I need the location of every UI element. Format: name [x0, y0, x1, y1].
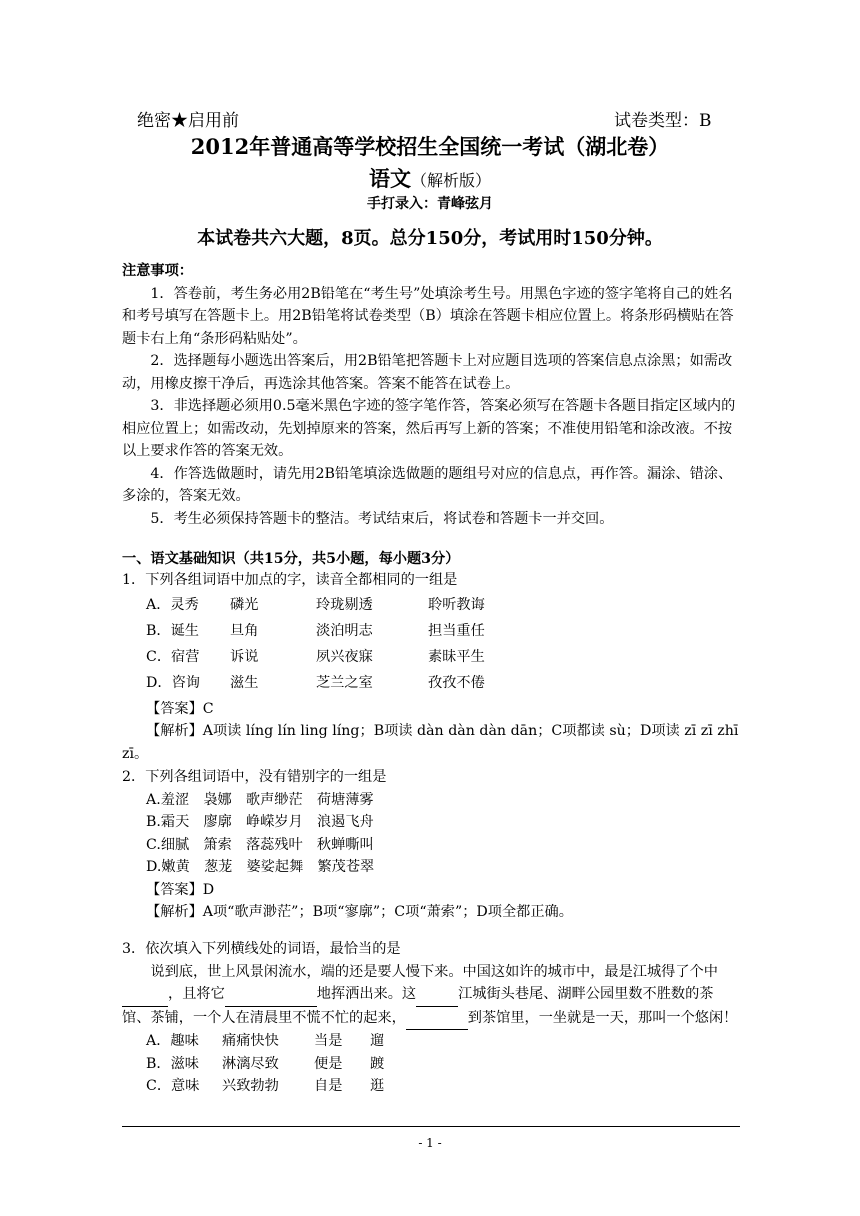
- q3-passage-text: 说到底，世上风景闲流水，端的还是要人慢下来。中国这如许的城市中，最是江城得了个中: [150, 963, 718, 980]
- option-word: 担当重任: [428, 622, 485, 639]
- option-word: 逛: [370, 1078, 385, 1094]
- option-word: C．意味: [146, 1078, 200, 1094]
- option-word: 痛痛快快: [222, 1033, 279, 1049]
- notice-heading: 注意事项：: [122, 263, 193, 279]
- q3-passage-text: 地挥洒出来。这: [316, 986, 417, 1002]
- q2-option: A.羞涩 袅娜 歌声缈茫 荷塘薄雾: [146, 791, 374, 808]
- fill-blank: [122, 983, 168, 1007]
- notice-item: 1．答卷前，考生务必用2B铅笔在“考生号”处填涂考生号。用黑色字迹的签字笔将自己的姓名和考号填写在答题卡上。用2B铅笔将试卷类型（B）填涂在答题卡相应位置上。将条形码横贴在答题卡右上角“条形码粘贴处”。: [122, 285, 734, 347]
- q3-options: [146, 1030, 384, 1098]
- q3-passage-text: ，且将它: [168, 986, 225, 1002]
- q1-analysis: 【解析】A项读 líng lín ling líng；B项读 dàn dàn dàn dān；C项都读 sù；D项读 zī zī zhī zī。: [122, 723, 739, 762]
- option-word: 当是: [314, 1033, 343, 1049]
- page-number: - 1 -: [418, 1136, 442, 1150]
- q2-stem: 2．下列各组词语中，没有错别字的一组是: [122, 769, 387, 785]
- notice-item: 2．选择题每小题选出答案后，用2B铅笔把答题卡上对应题目选项的答案信息点涂黑；如需改动，用橡皮擦干净后，再选涂其他答案。答案不能答在试卷上。: [122, 353, 733, 392]
- q3-passage-text: 到茶馆里，一坐就是一天，那叫一个悠闲！: [467, 1009, 738, 1026]
- q3-option-b: [146, 1053, 384, 1076]
- q1-option-a: [146, 594, 485, 620]
- question-1: [122, 569, 740, 765]
- option-word: 便是: [314, 1055, 343, 1072]
- paper-type: 试卷类型：B: [614, 111, 712, 131]
- notice-item: 3．非选择题必须用0.5毫米黑色字迹的签字笔作答，答案必须写在答题卡各题目指定区域内的相应位置上；如需改动，先划掉原来的答案，然后再写上新的答案；不准使用铅笔和涂改液。不按以上要求作答的答案无效。: [122, 398, 736, 459]
- option-word: 淋漓尽致: [222, 1055, 279, 1072]
- option-word: 素昧平生: [428, 648, 485, 665]
- option-word: B．滋味: [146, 1055, 199, 1072]
- option-word: 诉说: [230, 648, 259, 665]
- option-word: A．趣味: [146, 1033, 199, 1049]
- section-heading: [122, 549, 740, 569]
- q2-option: C.细腻 箫索 落蕊残叶 秋蝉嘶叫: [146, 836, 374, 853]
- q1-option-b: [146, 620, 485, 646]
- subject-title: [0, 163, 860, 193]
- q1-option-c: [146, 646, 485, 672]
- option-word: 自是: [314, 1078, 343, 1094]
- q2-answer: 【答案】D: [146, 881, 215, 898]
- subject-name: 语文: [368, 166, 411, 191]
- secret-label: 绝密★启用前: [137, 111, 239, 131]
- option-word: B．诞生: [146, 622, 199, 639]
- question-3: [122, 938, 740, 1098]
- q2-analysis: 【解析】A项“歌声渺茫”；B项“寥廓”；C项“萧索”；D项全都正确。: [146, 904, 573, 920]
- typist-credit: 手打录入：青峰弦月: [367, 196, 493, 212]
- option-word: 遛: [370, 1033, 385, 1049]
- question-2: [122, 766, 740, 924]
- q3-passage: [122, 961, 740, 1031]
- section1-heading: 一、语文基础知识（共15分，共5小题，每小题3分）: [122, 551, 460, 567]
- notice-section: [122, 260, 740, 530]
- q2-option: B.霜天 廖廓 峥嵘岁月 浪遏飞舟: [146, 814, 374, 830]
- q1-stem: 1．下列各组词语中加点的字，读音全都相同的一组是: [122, 572, 458, 588]
- q1-options: [146, 594, 485, 698]
- option-word: 淡泊明志: [316, 622, 373, 639]
- notice-item: 4．作答选做题时，请先用2B铅笔填涂选做题的题组号对应的信息点，再作答。漏涂、错涂、多涂的，答案无效。: [122, 465, 733, 504]
- exam-title: 2012年普通高等学校招生全国统一考试（湖北卷）: [190, 134, 670, 159]
- exam-summary: 本试卷共六大题，8页。总分150分，考试用时150分钟。: [197, 228, 663, 249]
- option-word: 夙兴夜寐: [316, 648, 373, 665]
- option-word: C．宿营: [146, 648, 200, 665]
- q3-passage-text: 江城街头巷尾、湖畔公园里数不胜数的茶馆、茶铺，一个人在清晨里不慌不忙的起来，: [122, 986, 714, 1026]
- option-word: D．咨询: [146, 674, 200, 691]
- q1-option-d: [146, 672, 485, 698]
- option-word: 聆听教诲: [428, 596, 485, 613]
- q1-answer: 【答案】C: [146, 700, 214, 717]
- fill-blank: [406, 1007, 468, 1031]
- q3-option-c: [146, 1075, 384, 1098]
- q3-stem: 3．依次填入下列横线处的词语，最恰当的是: [122, 941, 401, 957]
- q2-option: D.嫩黄 葱茏 婆娑起舞 繁茂苍翠: [146, 859, 375, 875]
- footer-rule: [122, 1126, 740, 1127]
- option-word: 旦角: [230, 622, 259, 639]
- option-word: 玲珑剔透: [316, 596, 373, 613]
- option-word: 踱: [370, 1055, 385, 1072]
- fill-blank: [416, 983, 458, 1007]
- option-word: A．灵秀: [146, 596, 199, 613]
- option-word: 兴致勃勃: [222, 1078, 279, 1094]
- option-word: 磷光: [230, 596, 259, 613]
- option-word: 孜孜不倦: [428, 674, 485, 691]
- fill-blank: [225, 983, 317, 1007]
- subject-note: （解析版）: [410, 171, 491, 190]
- notice-item: 5．考生必须保持答题卡的整洁。考试结束后，将试卷和答题卡一并交回。: [150, 510, 614, 527]
- option-word: 滋生: [230, 674, 259, 691]
- option-word: 芝兰之室: [316, 674, 373, 691]
- q3-option-a: [146, 1030, 384, 1053]
